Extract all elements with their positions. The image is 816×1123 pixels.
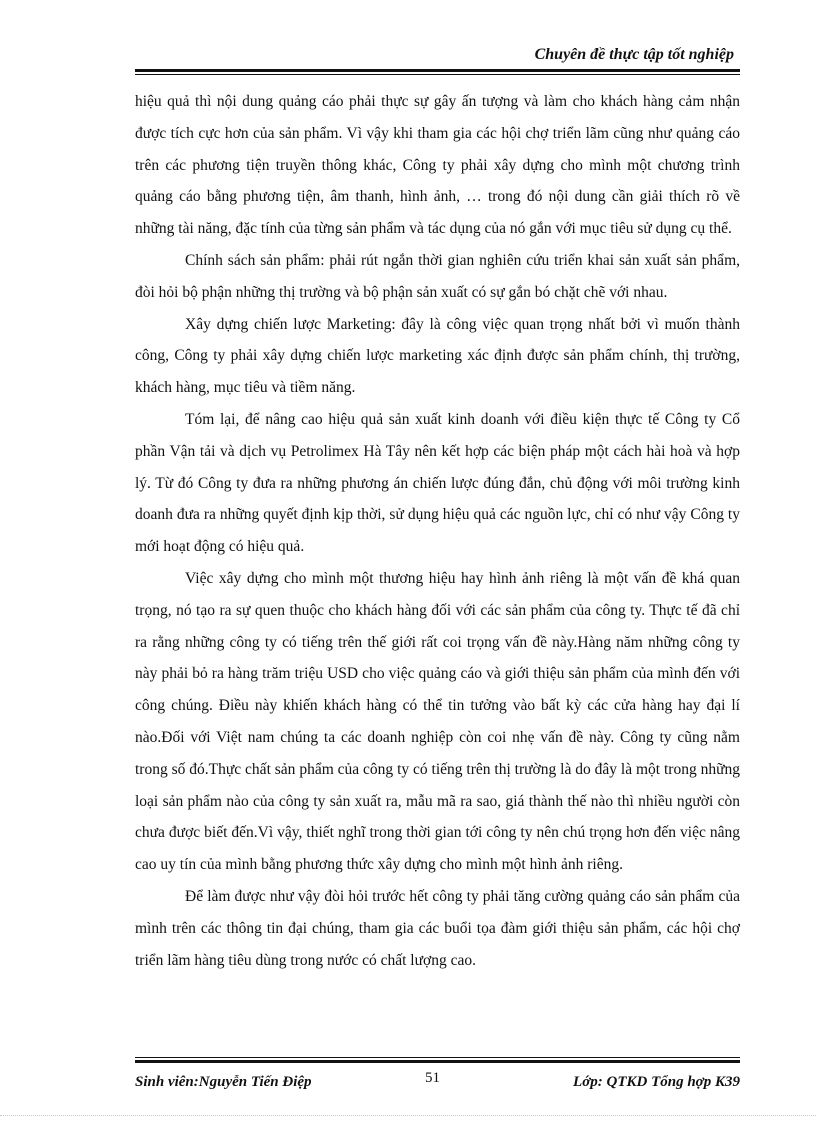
page-header <box>135 40 740 70</box>
page-number: 51 <box>425 1070 440 1086</box>
footer-rule-thick <box>135 1060 740 1063</box>
paragraph-4: Tóm lại, để nâng cao hiệu quả sản xuất kinh doanh với điều kiện thực tế Công ty Cổ phần Vận tải và dịch vụ Petrolimex Hà Tây nên kết hợp các biện pháp một cách hài hoà và hợp lý. Từ đó Công ty đưa ra những phương án chiến lược đúng đắn, chủ động với môi trường kinh doanh đưa ra những quyết định kịp thời, sử dụng hiệu quả các nguồn lực, chỉ có như vậy Công ty mới hoạt động có hiệu quả. <box>135 410 740 556</box>
header-rule-thick <box>135 69 740 72</box>
page-edge-divider <box>0 1115 816 1116</box>
page-footer <box>135 1057 740 1097</box>
paragraph-6: Để làm được như vậy đòi hỏi trước hết công ty phải tăng cường quảng cáo sản phẩm của mình trên các thông tin đại chúng, tham gia các buổi tọa đàm giới thiệu sản phẩm, các hội chợ triển lãm hàng tiêu dùng trong nước có chất lượng cao. <box>135 887 740 969</box>
document-body <box>135 86 740 976</box>
paragraph-1: hiệu quả thì nội dung quảng cáo phải thực sự gây ấn tượng và làm cho khách hàng cảm nhận được tích cực hơn của sản phẩm. Vì vậy khi tham gia các hội chợ triển lãm cũng như quảng cáo trên các phương tiện truyền thông khác, Công ty phải xây dựng cho mình một chương trình quảng cáo bằng phương tiện, âm thanh, hình ảnh, … trong đó nội dung cần giải thích rõ về những tài năng, đặc tính của từng sản phẩm và tác dụng của nó gắn với mục tiêu sử dụng cụ thể. <box>135 93 740 238</box>
footer-student-name: Sinh viên:Nguyễn Tiến Điệp <box>135 1074 312 1090</box>
paragraph-3: Xây dựng chiến lược Marketing: đây là công việc quan trọng nhất bởi vì muốn thành công, Công ty phải xây dựng chiến lược marketing xác định được sản phẩm chính, thị trường, khách hàng, mục tiêu và tiềm năng. <box>135 315 740 397</box>
paragraph-2: Chính sách sản phẩm: phải rút ngắn thời gian nghiên cứu triển khai sản xuất sản phẩm, đòi hỏi bộ phận những thị trường và bộ phận sản xuất có sự gắn bó chặt chẽ với nhau. <box>135 251 740 301</box>
header-rule-thin <box>135 74 740 75</box>
footer-rule-thin <box>135 1057 740 1058</box>
paragraph-5: Việc xây dựng cho mình một thương hiệu hay hình ảnh riêng là một vấn đề khá quan trọng, nó tạo ra sự quen thuộc cho khách hàng đối với các sản phẩm của công ty. Thực tế đã chỉ ra rằng những công ty có tiếng trên thế giới rất coi trọng vấn đề này.Hàng năm những công ty này phải bỏ ra hàng trăm triệu USD cho việc quảng cáo và giới thiệu sản phẩm của mình đến với công chúng. Điều này khiến khách hàng có thể tin tưởng vào bất kỳ các cửa hàng hay đại lí nào.Đối với Việt nam chúng ta các doanh nghiệp còn coi nhẹ vấn đề này. Công ty cũng nằm trong số đó.Thực chất sản phẩm của công ty có tiếng trên thị trường là do đây là một trong những loại sản phẩm nào của công ty sản xuất ra, mẫu mã ra sao, giá thành thế nào thì nhiều người còn chưa được biết đến.Vì vậy, thiết nghĩ trong thời gian tới công ty nên chú trọng hơn đến việc nâng cao uy tín của mình bằng phương thức xây dựng cho mình một hình ảnh riêng. <box>135 569 740 874</box>
footer-class-label: Lớp: QTKD Tổng hợp K39 <box>573 1074 740 1090</box>
header-title: Chuyên đề thực tập tốt nghiệp <box>534 46 734 63</box>
